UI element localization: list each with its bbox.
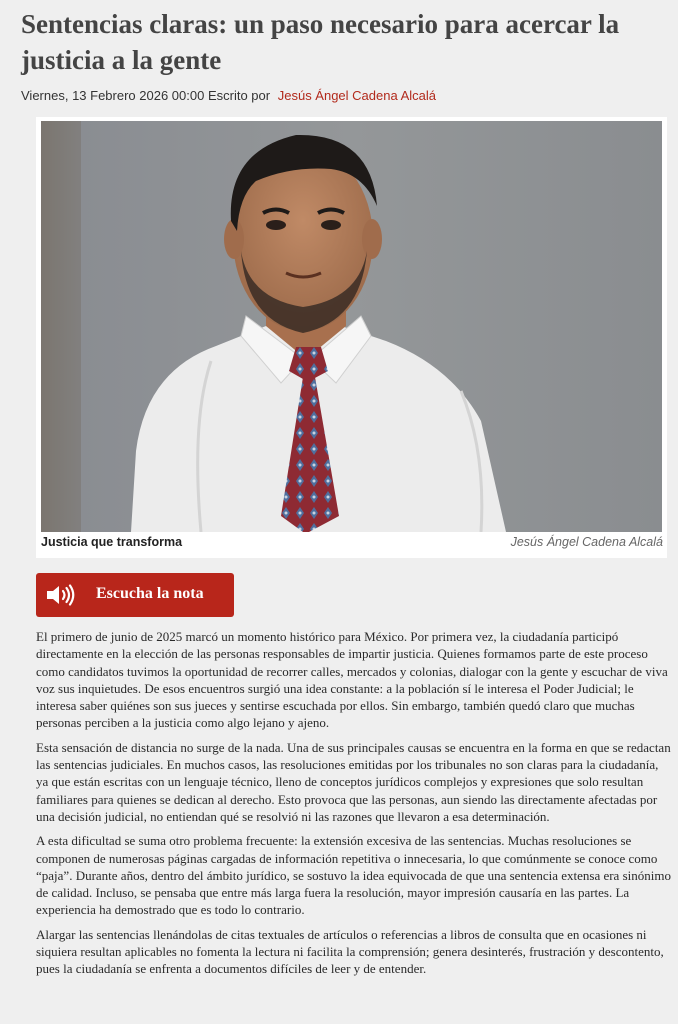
author-photo	[41, 121, 662, 532]
article-paragraph: El primero de junio de 2025 marcó un momento histórico para México. Por primera vez, la ciudadanía participó directamente en la elección de las personas responsables de impartir justicia. Quienes formamos parte de este proceso como candidatos tuvimos la oportunidad de recorrer calles, mercados y colonias, dialogar con la gente y escuchar de viva voz sus inquietudes. De esos encuentros surgió una idea constante: a la población sí le interesa el Poder Judicial; le interesa saber quiénes son sus jueces y sentirse escuchada por ellos. Sin embargo, también quedó claro que muchas personas perciben a la justicia como algo lejano y ajeno.	[36, 629, 668, 731]
article-date: Viernes, 13 Febrero 2026 00:00	[21, 88, 205, 103]
speaker-icon	[46, 584, 76, 606]
image-caption: Justicia que transforma	[41, 535, 183, 549]
listen-button[interactable]	[36, 573, 234, 617]
listen-button-label: Escucha la nota	[96, 585, 204, 602]
written-by-label: Escrito por	[207, 88, 271, 103]
article-paragraph: Esta sensación de distancia no surge de la nada. Una de sus principales causas se encuentra en la forma en que se redactan las sentencias judiciales. En muchos casos, las resoluciones emitidas por los tribunales no son claras para la ciudadanía, ya que están escritas con un lenguaje técnico, lleno de conceptos jurídicos complejos y expresiones que solo resultan familiares para quienes se dedican al derecho. Esto provoca que las personas, aun siendo las directamente afectadas por una decisión judicial, no entiendan qué se resolvió ni las razones que llevaron a esa determinación.	[36, 739, 671, 824]
article-meta	[21, 88, 436, 103]
article-figure	[36, 117, 667, 558]
image-credit: Jesús Ángel Cadena Alcalá	[510, 535, 663, 549]
author-link[interactable]: Jesús Ángel Cadena Alcalá	[277, 88, 437, 103]
article-paragraph: A esta dificultad se suma otro problema frecuente: la extensión excesiva de las sentencias. Muchas resoluciones se componen de numerosas páginas cargadas de información repetitiva o innecesaria, lo que comúnmente se conoce como “paja”. Durante años, dentro del ámbito jurídico, se sostuvo la idea equivocada de que una sentencia extensa era sinónimo de calidad. Incluso, se pensaba que entre más larga fuera la resolución, mayor impresión causaría en las partes. La experiencia ha demostrado que es todo lo contrario.	[36, 833, 671, 918]
article-paragraph: Alargar las sentencias llenándolas de citas textuales de artículos o referencias a libros de consulta que en ocasiones ni siquiera resultan aplicables no fomenta la lectura ni facilita la comprensión; genera desinterés, frustración y descontento, pues la ciudadanía se enfrenta a documentos difíciles de leer y de entender.	[36, 926, 664, 977]
article-body	[36, 628, 672, 985]
article-title: Sentencias claras: un paso necesario para acercar la justicia a la gente	[21, 9, 620, 75]
